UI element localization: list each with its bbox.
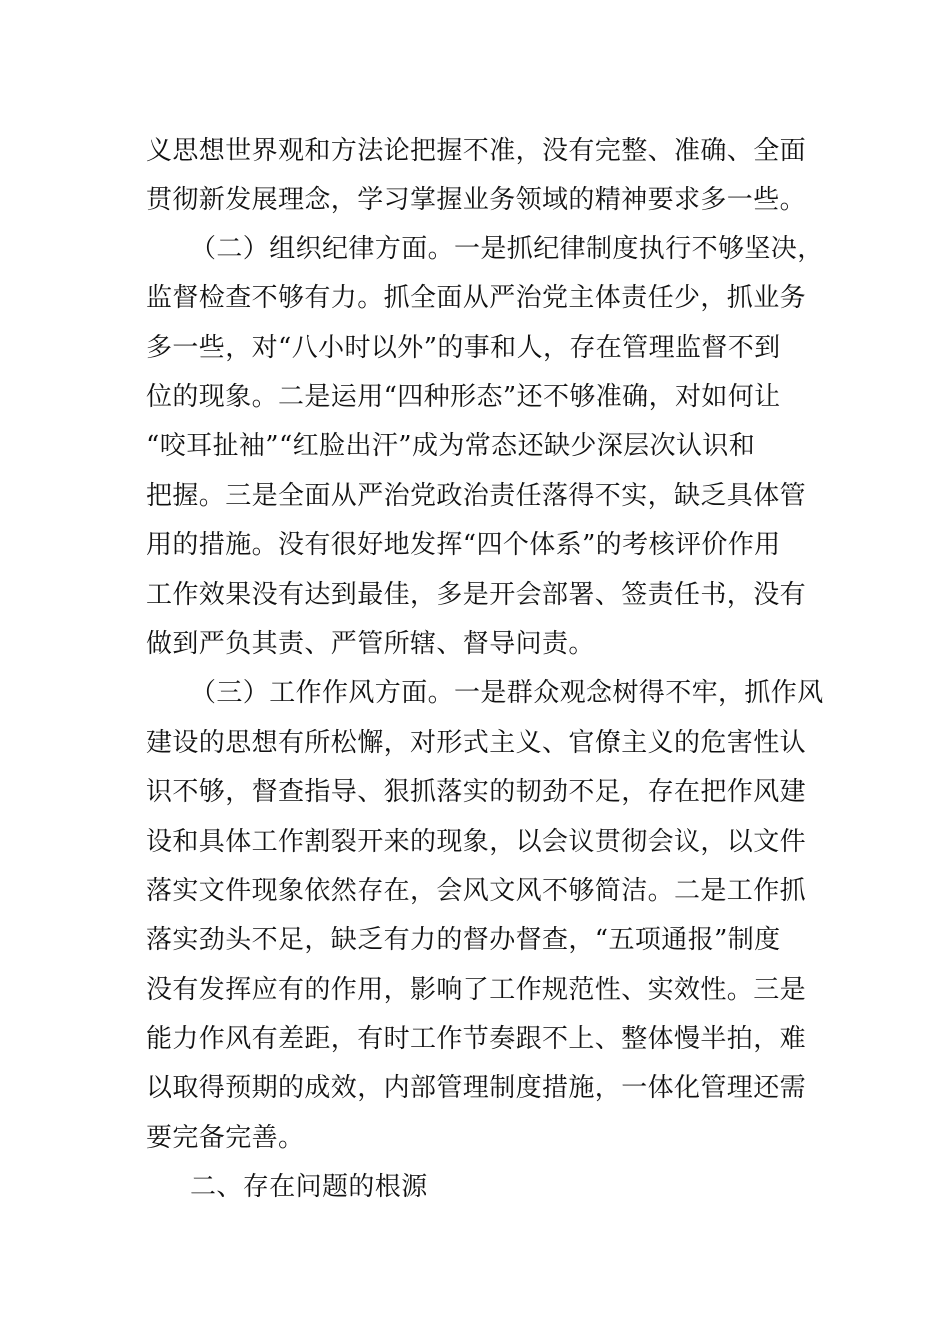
text-line: “咬耳扯袖”“红脸出汗”成为常态还缺少深层次认识和 bbox=[146, 431, 756, 461]
text-line: 要完备完善。 bbox=[146, 1123, 305, 1153]
text-line: 位的现象。二是运用“四种形态”还不够准确，对如何让 bbox=[146, 382, 781, 412]
text-line: 监督检查不够有力。抓全面从严治党主体责任少，抓业务 bbox=[146, 283, 807, 313]
text-line: 用的措施。没有很好地发挥“四个体系”的考核评价作用 bbox=[146, 530, 781, 560]
text-line: 工作效果没有达到最佳，多是开会部署、签责任书，没有 bbox=[146, 580, 807, 610]
paragraph-heading-line: （三）工作作风方面。一是群众观念树得不牢，抓作风 bbox=[190, 678, 824, 708]
text-line: 没有发挥应有的作用，影响了工作规范性、实效性。三是 bbox=[146, 975, 807, 1005]
text-line: 把握。三是全面从严治党政治责任落得不实，缺乏具体管 bbox=[146, 481, 807, 511]
text-line: 建设的思想有所松懈，对形式主义、官僚主义的危害性认 bbox=[146, 728, 807, 758]
text-line: 落实文件现象依然存在，会风文风不够简洁。二是工作抓 bbox=[146, 876, 807, 906]
section-heading: 二、存在问题的根源 bbox=[190, 1172, 428, 1202]
paragraph-heading-line: （二）组织纪律方面。一是抓纪律制度执行不够坚决， bbox=[190, 234, 824, 264]
text-line: 落实劲头不足，缺乏有力的督办督查，“五项通报”制度 bbox=[146, 925, 781, 955]
text-line: 能力作风有差距，有时工作节奏跟不上、整体慢半拍，难 bbox=[146, 1024, 807, 1054]
text-line: 以取得预期的成效，内部管理制度措施，一体化管理还需 bbox=[146, 1073, 807, 1103]
text-line: 识不够，督查指导、狠抓落实的韧劲不足，存在把作风建 bbox=[146, 777, 807, 807]
text-line: 多一些，对“八小时以外”的事和人，存在管理监督不到 bbox=[146, 333, 781, 363]
text-line: 做到严负其责、严管所辖、督导问责。 bbox=[146, 629, 595, 659]
text-line: 义思想世界观和方法论把握不准，没有完整、准确、全面 bbox=[146, 136, 807, 166]
text-line: 设和具体工作割裂开来的现象，以会议贯彻会议，以文件 bbox=[146, 827, 807, 857]
text-line: 贯彻新发展理念，学习掌握业务领域的精神要求多一些。 bbox=[146, 185, 807, 215]
